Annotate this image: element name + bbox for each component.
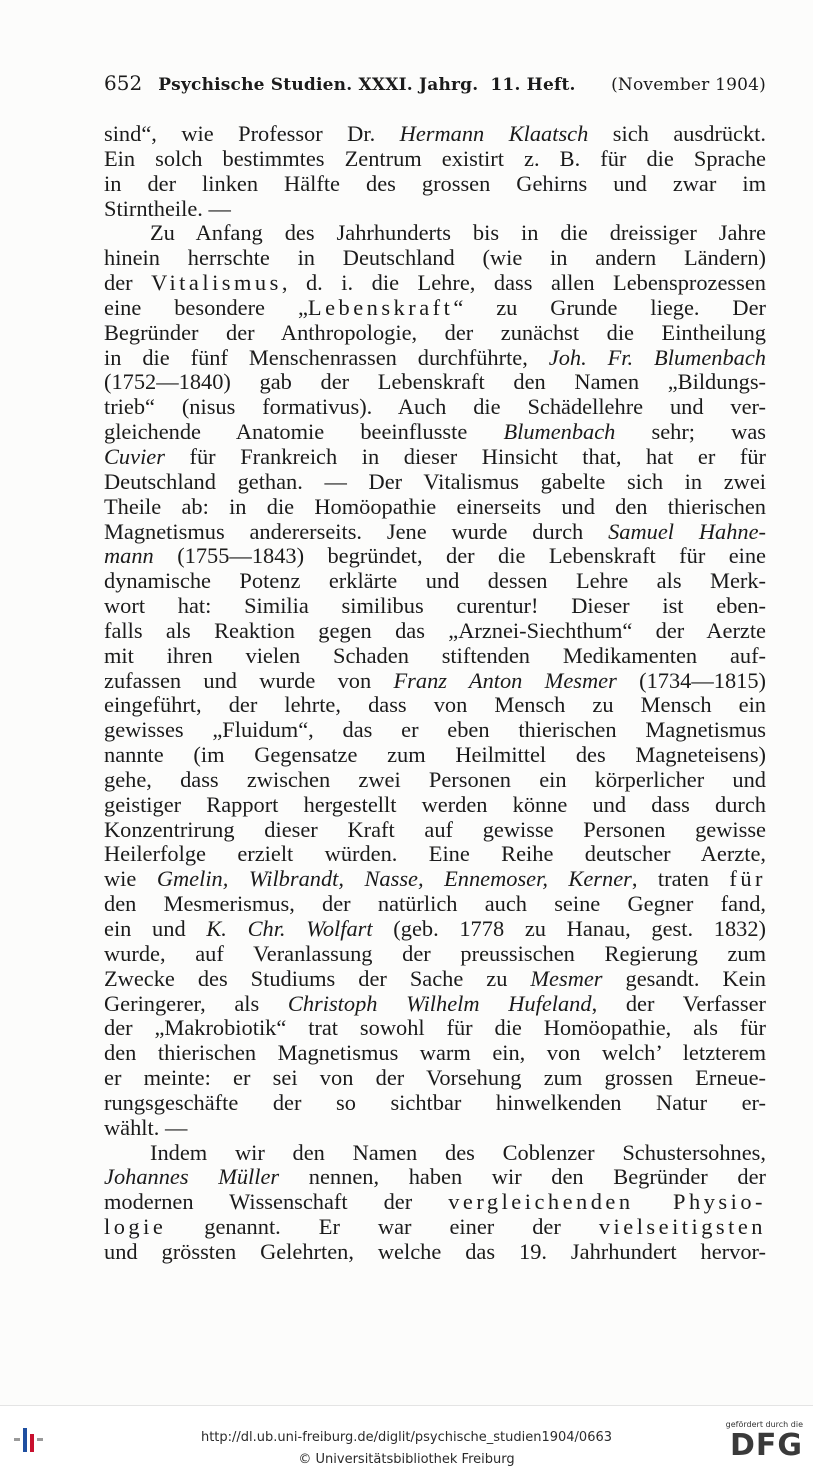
text-line: der „Makrobiotik“ trat sowohl für die Homöopathie, als für — [104, 1015, 766, 1041]
person-name: Samuel Hahne- — [608, 518, 766, 544]
text-line: sind“, wie Professor Dr. Hermann Klaatsch sich ausdrückt. — [104, 121, 766, 146]
text-line: den thierischen Magnetismus warm ein, von welch’ letzterem — [104, 1040, 766, 1066]
text-line: wählt. — — [104, 1114, 188, 1140]
person-name: K. Chr. Wolfart — [206, 916, 373, 941]
text-line: mann (1755—1843) begründet, der die Lebenskraft für eine — [104, 543, 766, 569]
dfg-funder-logo — [713, 1420, 803, 1470]
running-header — [104, 72, 766, 96]
text-line: gehe, dass zwischen zwei Personen ein körperlicher und — [104, 766, 766, 792]
text-line: Stirntheile. — — [104, 195, 231, 221]
text-line: und grössten Gelehrten, welche das 19. Jahrhundert hervor- — [104, 1238, 766, 1264]
person-name: Johannes Müller — [104, 1164, 280, 1190]
page-number: 652 — [104, 71, 143, 95]
text-line: dynamische Potenz erklärte und dessen Lehre als Merk- — [104, 568, 766, 594]
text-line: Geringerer, als Christoph Wilhelm Hufeland, der Verfasser — [104, 990, 766, 1016]
text-line: zufassen und wurde von Franz Anton Mesmer (1734—1815) — [104, 667, 766, 693]
person-name: Joh. Fr. Blumenbach — [548, 344, 766, 370]
paragraph-start: Indem wir den Namen des Coblenzer Schustersohnes, — [150, 1139, 766, 1165]
journal-title: Psychische Studien. XXXI. Jahrg. — [158, 75, 479, 95]
text-line: rungsgeschäfte der so sichtbar hinwelkenden Natur er- — [104, 1089, 766, 1115]
text-line: (1752—1840) gab der Lebenskraft den Namen „Bildungs- — [104, 369, 766, 395]
person-names: Gmelin, Wilbrandt, Nasse, Ennemoser, Kerner — [156, 866, 632, 892]
text-line: Cuvier für Frankreich in dieser Hinsicht that, hat er für — [104, 443, 766, 469]
text-line: nannte (im Gegensatze zum Heilmittel des Magneteisens) — [104, 742, 766, 768]
paragraph-start: Zu Anfang des Jahrhunderts bis in die dreissiger Jahre — [150, 220, 766, 246]
text-line: Theile ab: in die Homöopathie einerseits und den thierischen — [104, 493, 766, 519]
spaced-term: Lebenskraft — [307, 294, 454, 320]
digitization-footer — [0, 1405, 813, 1474]
text-line: den Mesmerismus, der natürlich auch seine Gegner fand, — [104, 891, 766, 917]
text-line: eine besondere „Lebenskraft“ zu Grunde liege. Der — [104, 294, 766, 320]
dfg-logo-text: DFG — [729, 1428, 803, 1463]
person-name: Christoph Wilhelm Hufeland — [287, 990, 592, 1016]
issue-date: (November 1904) — [611, 75, 766, 95]
text-line: mit ihren vielen Schaden stiftenden Medikamenten auf- — [104, 642, 766, 668]
text-line: gleichende Anatomie beeinflusste Blumenbach sehr; was — [104, 419, 767, 445]
person-name: Hermann Klaatsch — [399, 121, 589, 146]
spaced-term: vielseitigsten — [598, 1214, 766, 1240]
spaced-term: Vitalismus — [151, 270, 282, 296]
text-line: Zwecke des Studiums der Sache zu Mesmer gesandt. Kein — [104, 965, 766, 991]
text-line: Konzentrirung dieser Kraft auf gewisse Personen gewisse — [104, 816, 766, 842]
copyright-notice: © Universitätsbibliothek Freiburg — [298, 1452, 515, 1467]
text-line: Begründer der Anthropologie, der zunächst die Eintheilung — [104, 319, 766, 345]
funder-caption: gefördert durch die — [725, 1420, 803, 1429]
person-name: Blumenbach — [503, 419, 616, 445]
source-url-link[interactable]: http://dl.ub.uni-freiburg.de/diglit/psychische_studien1904/0663 — [200, 1430, 613, 1445]
text-line: eingeführt, der lehrte, dass von Mensch zu Mensch ein — [104, 692, 766, 718]
issue-number: 11. Heft. — [490, 75, 576, 95]
text-line: gewisses „Fluidum“, das er eben thierischen Magnetismus — [104, 717, 766, 743]
body-text — [104, 122, 766, 1265]
text-line: geistiger Rapport hergestellt werden könne und dass durch — [104, 791, 766, 817]
text-line: Johannes Müller nennen, haben wir den Begründer der — [104, 1164, 766, 1190]
person-name: Cuvier — [104, 443, 165, 469]
text-line: ein und K. Chr. Wolfart (geb. 1778 zu Hanau, gest. 1832) — [104, 916, 766, 941]
person-name: mann — [104, 543, 154, 569]
text-line: modernen Wissenschaft der vergleichenden Physio- — [104, 1189, 766, 1215]
text-line: wurde, auf Veranlassung der preussischen Regierung zum — [104, 940, 766, 966]
text-line: trieb“ (nisus formativus). Auch die Schädellehre und ver- — [104, 394, 766, 420]
spaced-term: für — [729, 866, 766, 892]
spaced-term: vergleichenden Physio- — [448, 1189, 766, 1215]
text-line: wie Gmelin, Wilbrandt, Nasse, Ennemoser, Kerner, traten für — [104, 866, 766, 892]
text-line: in der linken Hälfte des grossen Gehirns und zwar im — [104, 170, 766, 196]
person-name: Franz Anton Mesmer — [393, 667, 617, 693]
text-line: Heilerfolge erzielt würden. Eine Reihe deutscher Aerzte, — [104, 841, 766, 867]
text-line: Ein solch bestimmtes Zentrum existirt z. B. für die Sprache — [104, 145, 766, 171]
text-line: Deutschland gethan. — Der Vitalismus gabelte sich in zwei — [104, 468, 766, 494]
text-line: wort hat: Similia similibus curentur! Dieser ist eben- — [104, 593, 766, 619]
text-line: falls als Reaktion gegen das „Arznei-Siechthum“ der Aerzte — [104, 617, 766, 643]
text-line: er meinte: er sei von der Vorsehung zum grossen Erneue- — [104, 1065, 766, 1091]
text-line: Magnetismus andererseits. Jene wurde durch Samuel Hahne- — [104, 518, 766, 544]
text-line: logie genannt. Er war einer der vielseitigsten — [104, 1214, 766, 1240]
person-name: Mesmer — [530, 965, 603, 991]
spaced-term: logie — [104, 1214, 167, 1240]
text-line: der Vitalismus, d. i. die Lehre, dass allen Lebensprozessen — [104, 270, 766, 296]
text-line: in die fünf Menschenrassen durchführte, Joh. Fr. Blumenbach — [104, 344, 766, 370]
text-line: hinein herrschte in Deutschland (wie in andern Ländern) — [104, 245, 766, 271]
